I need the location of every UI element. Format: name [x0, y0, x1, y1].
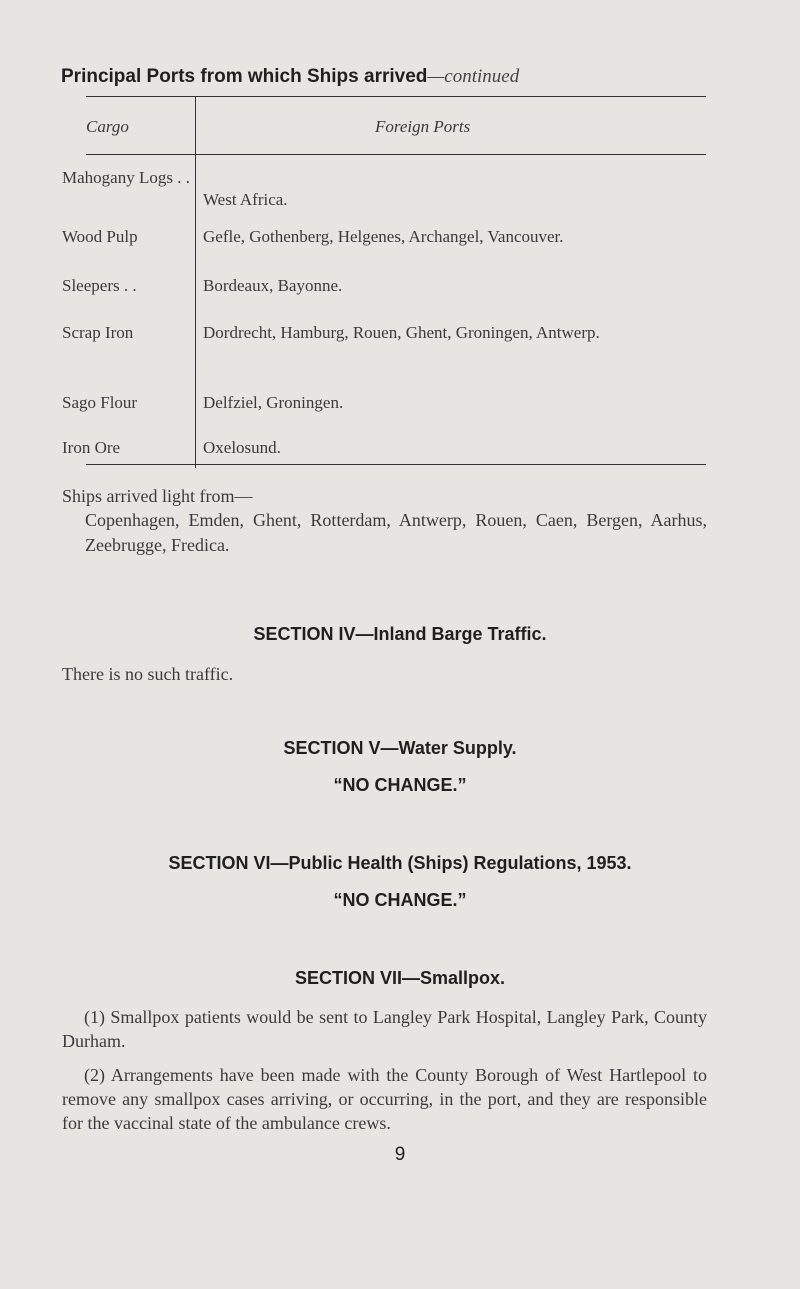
- table-row-ports: Oxelosund.: [203, 438, 281, 457]
- section-vi-title: SECTION VI—Public Health (Ships) Regulations, 1953.: [168, 853, 632, 873]
- table-row-ports: Dordrecht, Hamburg, Rouen, Ghent, Groningen, Antwerp.: [203, 323, 600, 342]
- section-iv-text: There is no such traffic.: [62, 664, 234, 684]
- table-top-rule: [86, 96, 706, 97]
- table-row-cargo: Iron Ore: [62, 438, 121, 457]
- header-foreign-ports: Foreign Ports: [375, 117, 471, 136]
- header-cargo: Cargo: [86, 117, 129, 136]
- light-ships-intro: Ships arrived light from—: [62, 486, 253, 506]
- table-row-ports: Gefle, Gothenberg, Helgenes, Archangel, Vancouver.: [203, 227, 564, 246]
- table-row-cargo: Mahogany Logs . .: [62, 168, 190, 187]
- table-column-divider: [195, 96, 196, 468]
- heading-title: Principal Ports from which Ships arrived: [61, 66, 428, 87]
- table-row-cargo: Wood Pulp: [62, 227, 138, 246]
- section-iv-title: SECTION IV—Inland Barge Traffic.: [253, 624, 547, 644]
- page-number: 9: [394, 1144, 406, 1165]
- table-row-cargo: Sleepers . .: [62, 276, 137, 295]
- section-vi-note: “NO CHANGE.”: [333, 890, 467, 910]
- table-row-cargo: Sago Flour: [62, 393, 138, 412]
- table-row-cargo: Scrap Iron: [62, 323, 134, 342]
- section-vii-title: SECTION VII—Smallpox.: [294, 968, 506, 988]
- section-vii-para-1: (1) Smallpox patients would be sent to Langley Park Hospital, Langley Park, County Durham.: [62, 1007, 707, 1051]
- table-row-ports: Delfziel, Groningen.: [203, 393, 344, 412]
- table-header-rule: [86, 154, 706, 155]
- table-row-ports: West Africa.: [203, 190, 288, 209]
- section-v-note: “NO CHANGE.”: [333, 775, 467, 795]
- heading-continued: —continued: [427, 66, 520, 87]
- light-ships-ports: Copenhagen, Emden, Ghent, Rotterdam, Antwerp, Rouen, Caen, Bergen, Aarhus, Zeebrugge, Fredica.: [85, 510, 707, 555]
- section-v-title: SECTION V—Water Supply.: [283, 738, 517, 758]
- section-vii-para-2: (2) Arrangements have been made with the County Borough of West Hartlepool to remove any smallpox cases arriving, or occurring, in the port, and they are responsible for the vaccinal state of the ambulance crews.: [62, 1065, 707, 1133]
- table-row-ports: Bordeaux, Bayonne.: [203, 276, 343, 295]
- table-bottom-rule: [86, 464, 706, 465]
- page-heading: [61, 66, 519, 88]
